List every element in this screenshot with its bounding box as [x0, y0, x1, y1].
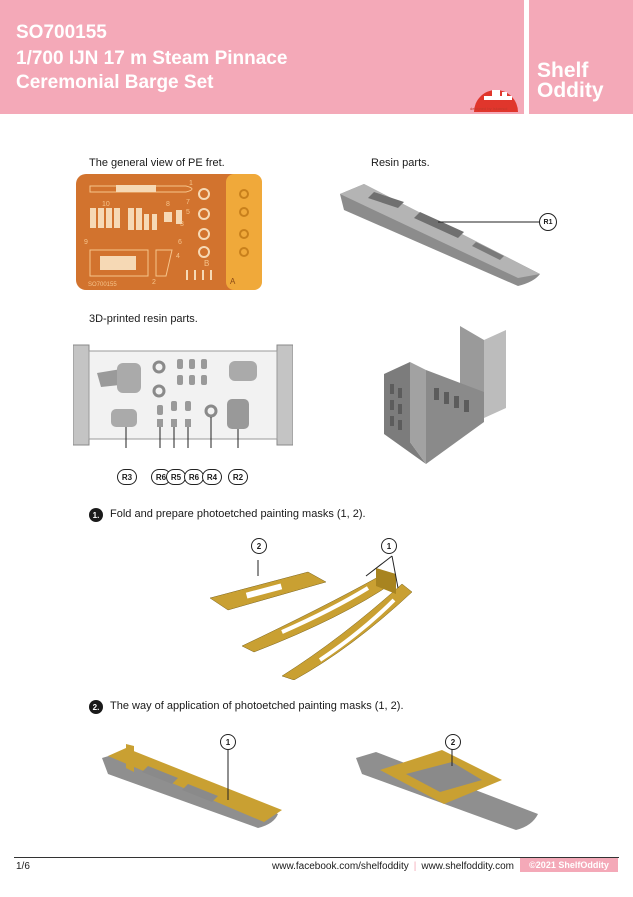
fret-part-10: 10: [102, 201, 110, 208]
website-link[interactable]: www.shelfoddity.com: [421, 861, 514, 872]
mask-2-application-illustration: [352, 744, 542, 840]
step-1-text: Fold and prepare photoetched painting masks (1, 2).: [110, 508, 366, 520]
fret-part-3: 3: [180, 221, 184, 228]
fret-part-5: 5: [186, 209, 190, 216]
product-title-line1: 1/700 IJN 17 m Steam Pinnace: [16, 48, 288, 69]
product-code: SO700155: [16, 22, 107, 43]
footer-separator: |: [413, 861, 417, 872]
fret-code: SO700155: [88, 282, 117, 288]
step-2-text: The way of application of photoetched painting masks (1, 2).: [110, 700, 404, 712]
callout-r6-a: R6: [151, 469, 171, 485]
step-1-number: 1.: [89, 508, 103, 522]
printed-cabin-illustration: [374, 322, 524, 472]
fret-part-7: 7: [186, 199, 190, 206]
callout-apply-1: 1: [220, 734, 236, 750]
footer-links: [272, 861, 514, 872]
mask-1-application-illustration: [98, 744, 284, 840]
logo-caption: designed by Iskansol: [470, 106, 508, 111]
brand-box: [529, 0, 633, 114]
callout-mask-2: 2: [251, 538, 267, 554]
callout-r5: R5: [166, 469, 186, 485]
fret-part-9: 9: [84, 239, 88, 246]
printed-parts-caption: 3D-printed resin parts.: [89, 313, 198, 325]
fret-part-1: 1: [189, 180, 193, 187]
step-2-number: 2.: [89, 700, 103, 714]
callout-mask-1: 1: [381, 538, 397, 554]
fret-label-b: B: [204, 259, 210, 268]
fret-side-label: A: [230, 277, 236, 286]
facebook-link[interactable]: www.facebook.com/shelfoddity: [272, 861, 409, 872]
callout-r2: R2: [228, 469, 248, 485]
callout-r3: R3: [117, 469, 137, 485]
copyright-badge: ©2021 ShelfOddity: [520, 858, 618, 872]
pe-fret-caption: The general view of PE fret.: [89, 157, 225, 169]
painting-masks-illustration: [202, 548, 422, 680]
resin-parts-caption: Resin parts.: [371, 157, 430, 169]
page-number: 1/6: [16, 861, 30, 872]
fret-part-4: 4: [176, 253, 180, 260]
callout-apply-2: 2: [445, 734, 461, 750]
pe-fret-illustration: [76, 174, 262, 290]
fret-part-2: 2: [152, 279, 156, 286]
fret-part-6: 6: [178, 239, 182, 246]
product-title-line2: Ceremonial Barge Set: [16, 72, 214, 93]
callout-r1: R1: [539, 213, 557, 231]
brand-name-line1: Shelf: [537, 59, 589, 82]
resin-hull-illustration: [334, 178, 544, 296]
fret-part-8: 8: [166, 201, 170, 208]
printed-sprue-illustration: [73, 343, 293, 448]
callout-r4: R4: [202, 469, 222, 485]
callout-r6-b: R6: [184, 469, 204, 485]
brand-name-line2: Oddity: [537, 79, 604, 102]
